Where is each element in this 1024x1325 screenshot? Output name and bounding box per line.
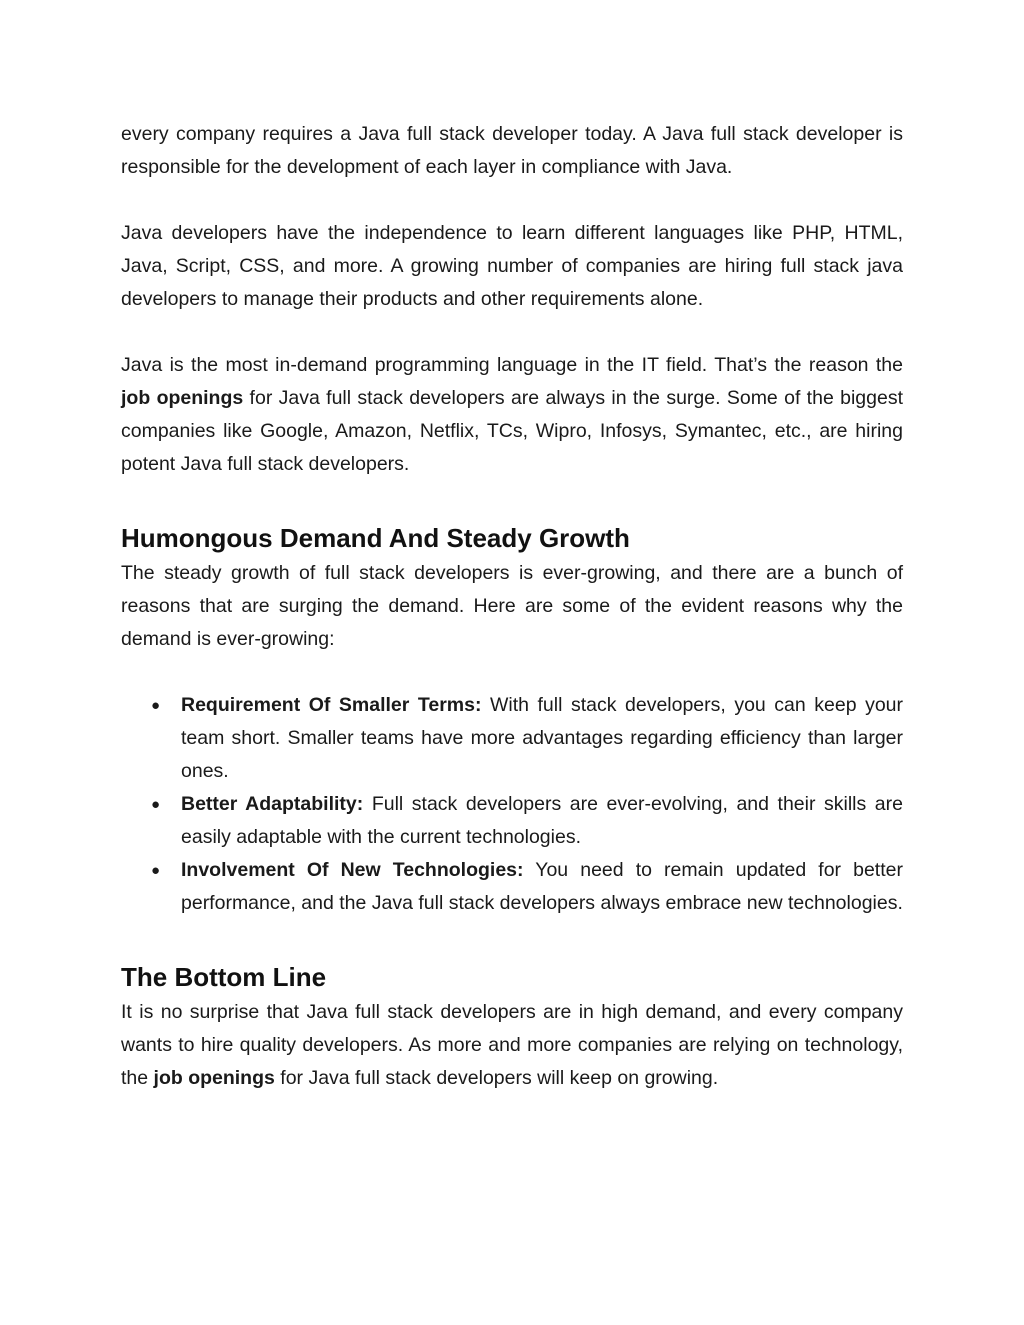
paragraph-conclusion-text-2: for Java full stack developers will keep on growing. — [274, 1067, 719, 1089]
bullet-icon: ● — [151, 796, 161, 813]
paragraph-demand — [121, 349, 903, 481]
paragraph-intro: every company requires a Java full stack developer today. A Java full stack developer is responsible for the development of each layer in compliance with Java. — [121, 123, 903, 178]
paragraph-conclusion — [121, 996, 903, 1095]
list-item — [121, 689, 903, 788]
list-item-title: Better Adaptability: — [181, 793, 364, 815]
list-item — [121, 854, 903, 920]
paragraph-growth-intro: The steady growth of full stack developers is ever-growing, and there are a bunch of reasons that are surging the demand. Here are some of the evident reasons why the demand is ever-growing: — [121, 562, 903, 650]
list-item-text: With full stack developers, you can keep your team short. Smaller teams have more advantages regarding efficiency than larger ones. — [181, 694, 904, 782]
bullet-icon: ● — [151, 862, 161, 879]
document-page — [121, 118, 903, 1095]
list-item-text: Full stack developers are ever-evolving, and their skills are easily adaptable with the current technologies. — [181, 793, 903, 848]
list-item-title: Involvement Of New Technologies: — [181, 859, 524, 881]
list-item-text: You need to remain updated for better performance, and the Java full stack developers always embrace new technologies. — [181, 859, 903, 914]
paragraph-demand-text-2: for Java full stack developers are always in the surge. Some of the biggest companies like Google, Amazon, Netflix, TCs, Wipro, Infosys, Symantec, etc., are hiring potent Java full stack developers. — [121, 387, 903, 475]
bullet-icon: ● — [151, 697, 161, 714]
paragraph-conclusion-text-1: It is no surprise that Java full stack developers are in high demand, and every company wants to hire quality developers. As more and more companies are relying on technology, the — [121, 1001, 903, 1089]
job-openings-link-text: job openings — [153, 1067, 275, 1089]
list-item — [121, 788, 903, 854]
section-heading-bottom-line: The Bottom Line — [121, 962, 327, 992]
job-openings-link-text: job openings — [121, 387, 244, 409]
reasons-list — [121, 689, 903, 920]
paragraph-languages: Java developers have the independence to learn different languages like PHP, HTML, Java, Script, CSS, and more. A growing number of companies are hiring full stack java developers to manage their products and other requirements alone. — [121, 222, 903, 310]
section-heading-demand-growth: Humongous Demand And Steady Growth — [121, 523, 630, 553]
paragraph-demand-text-1: Java is the most in-demand programming language in the IT field. That’s the reason the — [121, 354, 903, 376]
list-item-title: Requirement Of Smaller Terms: — [181, 694, 482, 716]
